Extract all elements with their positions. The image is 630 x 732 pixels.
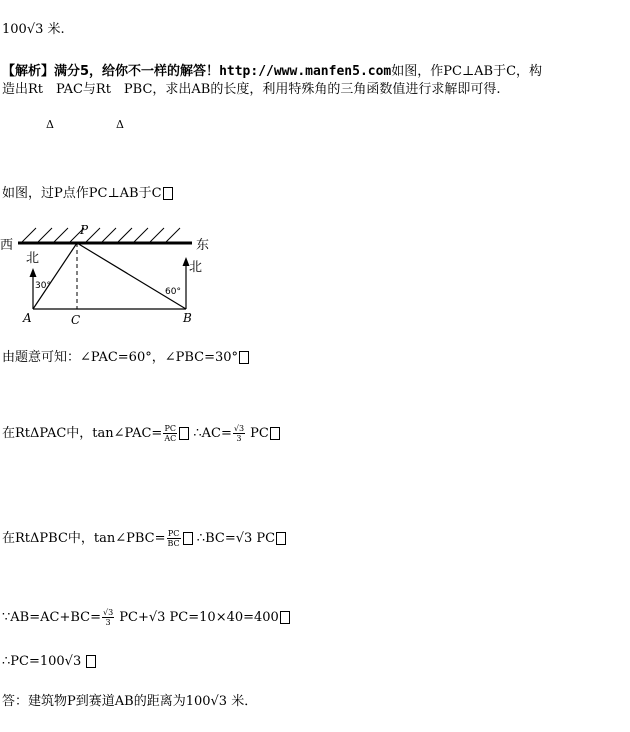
fraction-num: PC <box>167 529 180 538</box>
missing-glyph-box <box>276 532 286 545</box>
analysis-url: http://www.manfen5.com <box>219 64 392 79</box>
step-3 <box>2 424 280 443</box>
step-4 <box>2 529 286 548</box>
fraction-num: PC <box>164 424 177 433</box>
analysis-line-2: 造出Rt PAC与Rt PBC，求出AB的长度，利用特殊角的三角函数值进行求解即可得. <box>2 82 501 97</box>
triangle-symbol-1: Δ <box>46 118 54 131</box>
label-west: 西 <box>0 238 14 253</box>
missing-glyph-box <box>86 655 96 668</box>
fraction-num: √3 <box>233 424 245 433</box>
missing-glyph-box <box>239 351 249 364</box>
angle-b-label: 60° <box>165 287 181 297</box>
label-c: C <box>71 313 81 327</box>
fraction-sqrt3-3 <box>233 424 245 443</box>
missing-glyph-box <box>270 427 280 440</box>
analysis-text-1: 如图，作PC⊥AB于C，构 <box>391 64 543 79</box>
segment-pb <box>77 243 186 309</box>
step-1-text: 如图，过P点作PC⊥AB于C <box>2 186 162 201</box>
geometry-diagram <box>0 222 230 327</box>
step-3-suffix: PC <box>246 426 269 441</box>
fraction-pc-bc <box>167 529 181 548</box>
missing-glyph-box <box>179 427 189 440</box>
top-answer: 100√3 米. <box>2 22 65 37</box>
step-2-text: 由题意可知：∠PAC=60°，∠PBC=30° <box>2 350 239 365</box>
step-5-prefix: ∵AB=AC+BC= <box>2 610 101 625</box>
label-b: B <box>183 311 192 325</box>
label-north-left: 北 <box>26 251 40 266</box>
triangle-symbol-2: Δ <box>116 118 124 131</box>
step-3-mid: ∴AC= <box>189 426 232 441</box>
fraction-den: 3 <box>236 434 242 443</box>
fraction-den: 3 <box>105 618 111 627</box>
missing-glyph-box <box>163 187 173 200</box>
final-answer: 答：建筑物P到赛道AB的距离为100√3 米． <box>2 694 258 709</box>
analysis-promo: 满分5，给你不一样的解答！ <box>54 64 220 79</box>
missing-glyph-box <box>280 611 290 624</box>
label-east: 东 <box>196 238 210 253</box>
missing-glyph-box <box>183 532 193 545</box>
angle-a-label: 30° <box>35 281 51 291</box>
step-2 <box>2 350 249 366</box>
fraction-pc-ac <box>163 424 177 443</box>
step-6-text: ∴PC=100√3 <box>2 654 82 669</box>
north-arrow-left-head <box>30 268 37 277</box>
fraction-den: BC <box>167 539 180 548</box>
label-a: A <box>23 311 32 325</box>
analysis-line-1 <box>2 64 542 80</box>
step-6 <box>2 654 96 670</box>
step-4-mid: ∴BC=√3 PC <box>192 531 276 546</box>
step-5 <box>2 608 290 627</box>
segment-pa <box>33 243 77 309</box>
step-5-mid: PC+√3 PC=10×40=400 <box>115 610 279 625</box>
step-3-prefix: 在RtΔPAC中，tan∠PAC= <box>2 426 163 441</box>
fraction-num: √3 <box>102 608 114 617</box>
label-p: P <box>80 223 89 237</box>
step-1 <box>2 186 173 202</box>
fraction-sqrt3-3 <box>102 608 114 627</box>
label-north-right: 北 <box>189 260 203 275</box>
analysis-tag: 【解析】 <box>2 64 55 79</box>
fraction-den: AC <box>164 434 177 443</box>
hatching <box>22 228 180 242</box>
step-4-prefix: 在RtΔPBC中，tan∠PBC= <box>2 531 166 546</box>
